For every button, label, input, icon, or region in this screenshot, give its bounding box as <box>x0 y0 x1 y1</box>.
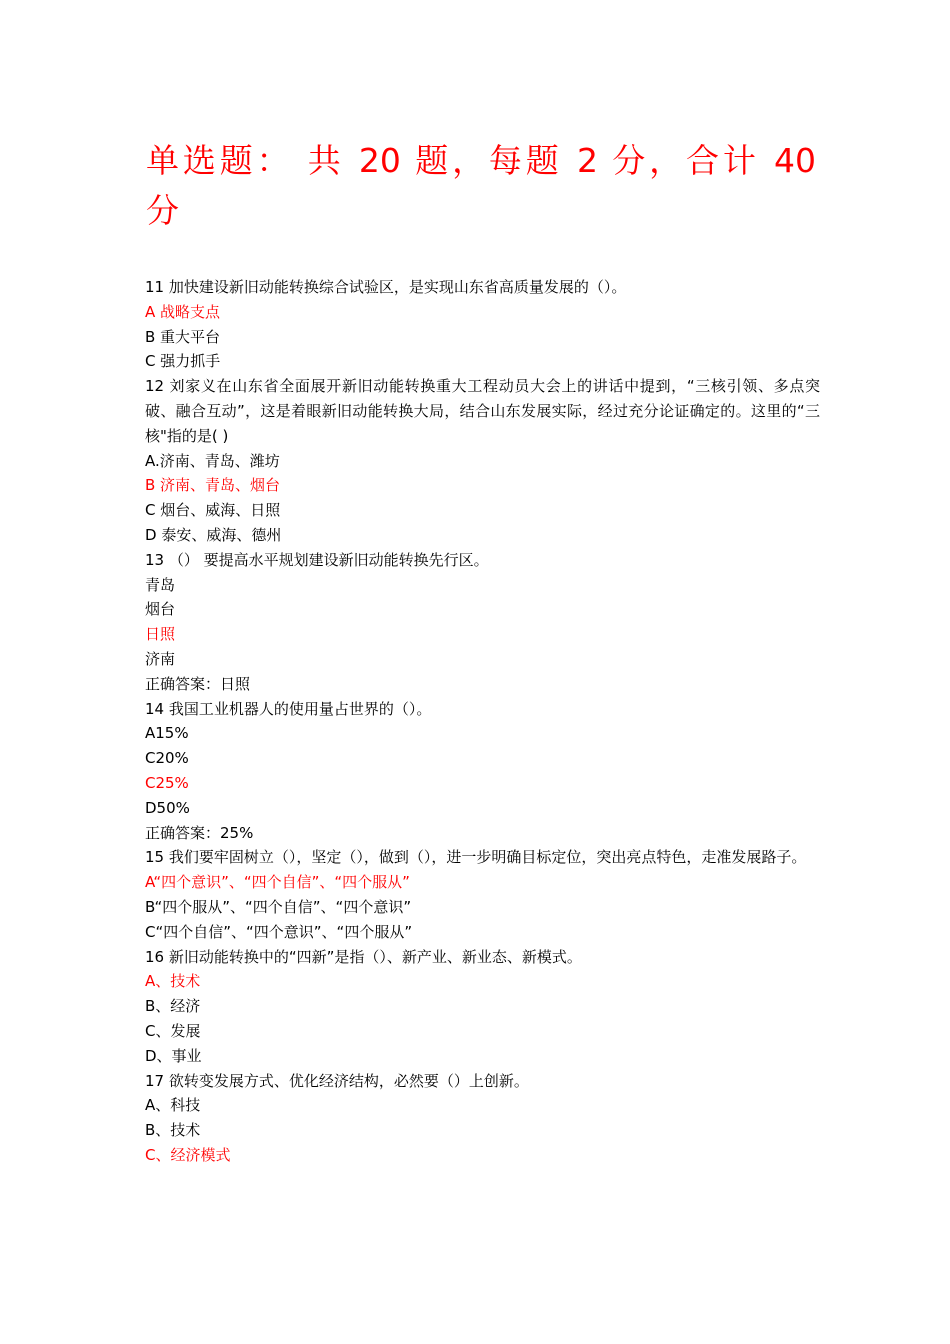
question-15-option-b: B“四个服从”、“四个自信”、“四个意识” <box>145 897 412 916</box>
question-list <box>145 275 820 1168</box>
question-13-text: 13 （） 要提高水平规划建设新旧动能转换先行区。 <box>145 550 489 569</box>
question-16-option-b: B、经济 <box>145 997 201 1016</box>
question-12-text: 12 刘家义在山东省全面展开新旧动能转换重大工程动员大会上的讲话中提到，“三核引领、多点突破、融合互动”，这是着眼新旧动能转换大局，结合山东发展实际，经过充分论证确定的。这里的“三核"指的是( ) <box>145 377 820 445</box>
question-17-option-c: C、经济模式 <box>145 1145 231 1164</box>
question-15-text: 15 我们要牢固树立（），坚定（），做到（），进一步明确目标定位，突出亮点特色，走准发展路子。 <box>145 848 807 867</box>
section-heading-line-2: 分 <box>146 191 179 230</box>
question-13-option-1: 青岛 <box>145 575 176 594</box>
question-16-option-a: A、技术 <box>145 972 201 991</box>
question-12-option-b: B 济南、青岛、烟台 <box>145 476 281 495</box>
question-14-option-4: D50% <box>145 798 190 817</box>
question-14-answer: 正确答案：25% <box>145 823 254 842</box>
question-12-option-c: C 烟台、威海、日照 <box>145 501 281 520</box>
section-heading-line-1: 单选题： 共 20 题，每题 2 分，合计 40 <box>146 141 816 180</box>
question-16-text: 16 新旧动能转换中的“四新”是指（）、新产业、新业态、新模式。 <box>145 947 582 966</box>
question-17-option-b: B、技术 <box>145 1121 201 1140</box>
question-11-text: 11 加快建设新旧动能转换综合试验区，是实现山东省高质量发展的（）。 <box>145 278 627 296</box>
question-17-option-a: A、科技 <box>145 1096 201 1115</box>
question-14-option-2: C20% <box>145 749 189 768</box>
question-13-option-2: 烟台 <box>145 600 176 619</box>
question-13-option-3: 日照 <box>145 625 176 644</box>
question-12-option-d: D 泰安、威海、德州 <box>145 525 282 544</box>
question-13-option-4: 济南 <box>145 649 176 668</box>
section-heading <box>146 136 816 236</box>
question-15-option-c: C“四个自信”、“四个意识”、“四个服从” <box>145 922 413 941</box>
question-12-option-a: A.济南、青岛、潍坊 <box>145 451 280 470</box>
question-11-option-c: C 强力抓手 <box>145 352 221 371</box>
question-16-option-c: C、发展 <box>145 1021 201 1040</box>
question-14-text: 14 我国工业机器人的使用量占世界的（）。 <box>145 699 432 718</box>
question-14-option-1: A15% <box>145 724 189 743</box>
question-16-option-d: D、事业 <box>145 1046 202 1065</box>
question-13-answer: 正确答案：日照 <box>145 674 251 693</box>
question-17-text: 17 欲转变发展方式、优化经济结构，必然要（）上创新。 <box>145 1071 529 1090</box>
question-14-option-3: C25% <box>145 773 189 792</box>
question-15-option-a: A“四个意识”、“四个自信”、“四个服从” <box>145 873 410 892</box>
question-11-option-b: B 重大平台 <box>145 327 221 346</box>
question-11-option-a: A 战略支点 <box>145 302 221 321</box>
